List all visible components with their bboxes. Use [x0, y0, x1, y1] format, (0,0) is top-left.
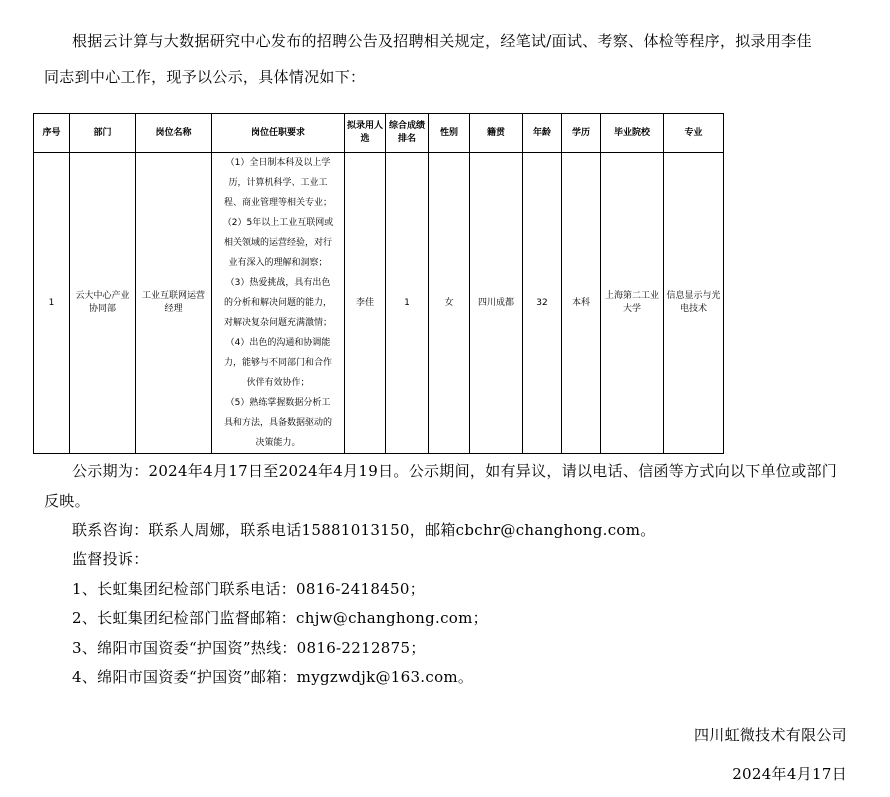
- requirement-line: 程、商业管理等相关专业；: [223, 198, 332, 208]
- header-index: 序号: [34, 114, 70, 153]
- cell-candidate: 李佳: [345, 153, 386, 454]
- header-requirements: 岗位任职要求: [212, 114, 345, 153]
- cell-age: 32: [523, 153, 562, 454]
- cell-index: 1: [34, 153, 70, 454]
- cell-education: 本科: [562, 153, 601, 454]
- notice-period-line-1: 公示期为：2024年4月17日至2024年4月19日。公示期间，如有异议，请以电话、信函等方式向以下单位或部门: [72, 462, 838, 480]
- requirement-line: （2）5年以上工业互联网或: [222, 218, 334, 228]
- header-major: 专业: [664, 114, 724, 153]
- supervision-title: 监督投诉：: [72, 550, 149, 568]
- company-signature: 四川虹微技术有限公司: [693, 726, 847, 744]
- notice-period-line-2: 反映。: [44, 492, 90, 510]
- hiring-table: [33, 113, 724, 454]
- requirement-line: 历，计算机科学、工业工: [228, 178, 328, 188]
- cell-position: 工业互联网运营经理: [136, 153, 212, 454]
- requirement-line: 相关领域的运营经验，对行: [223, 238, 332, 248]
- cell-gender: 女: [429, 153, 470, 454]
- requirement-line: 决策能力。: [255, 438, 301, 448]
- supervision-item: 1、长虹集团纪检部门联系电话：0816-2418450；: [72, 580, 425, 598]
- supervision-item: 4、绵阳市国资委“护国资”邮箱：mygzwdjk@163.com。: [72, 668, 474, 686]
- cell-requirements: [212, 153, 345, 454]
- header-rank: 综合成绩排名: [386, 114, 429, 153]
- header-school: 毕业院校: [601, 114, 664, 153]
- header-candidate: 拟录用人选: [345, 114, 386, 153]
- requirement-line: （4）出色的沟通和协调能: [225, 338, 331, 348]
- cell-major: 信息显示与光电技术: [664, 153, 724, 454]
- header-department: 部门: [70, 114, 136, 153]
- requirement-line: （1）全日制本科及以上学: [225, 158, 331, 168]
- requirement-line: （5）熟练掌握数据分析工: [225, 398, 331, 408]
- supervision-item: 2、长虹集团纪检部门监督邮箱：chjw@changhong.com；: [72, 609, 488, 627]
- intro-line-2: 同志到中心工作，现予以公示，具体情况如下：: [44, 68, 366, 86]
- supervision-item: 3、绵阳市国资委“护国资”热线：0816-2212875；: [72, 639, 426, 657]
- cell-department: 云大中心产业协同部: [70, 153, 136, 454]
- requirement-line: 伙伴有效协作；: [246, 378, 310, 388]
- requirement-line: 的分析和解决问题的能力，: [223, 298, 332, 308]
- intro-line-1: 根据云计算与大数据研究中心发布的招聘公告及招聘相关规定，经笔试/面试、考察、体检等程序，拟录用李佳: [72, 32, 812, 50]
- cell-hometown: 四川成都: [470, 153, 523, 454]
- header-hometown: 籍贯: [470, 114, 523, 153]
- signature-date: 2024年4月17日: [732, 765, 847, 783]
- cell-school: 上海第二工业大学: [601, 153, 664, 454]
- contact-info: 联系咨询：联系人周娜，联系电话15881013150，邮箱cbchr@changhong.com。: [72, 521, 656, 539]
- header-age: 年龄: [523, 114, 562, 153]
- requirement-line: （3）热爱挑战，具有出色: [225, 278, 331, 288]
- cell-rank: 1: [386, 153, 429, 454]
- table-header-row: [34, 114, 724, 153]
- requirement-line: 对解决复杂问题充满激情；: [223, 318, 332, 328]
- header-education: 学历: [562, 114, 601, 153]
- table-row: [34, 153, 724, 454]
- requirement-line: 力，能够与不同部门和合作: [223, 358, 332, 368]
- requirement-line: 具和方法，具备数据驱动的: [223, 418, 332, 428]
- header-position: 岗位名称: [136, 114, 212, 153]
- requirement-line: 业有深入的理解和洞察；: [228, 258, 328, 268]
- header-gender: 性别: [429, 114, 470, 153]
